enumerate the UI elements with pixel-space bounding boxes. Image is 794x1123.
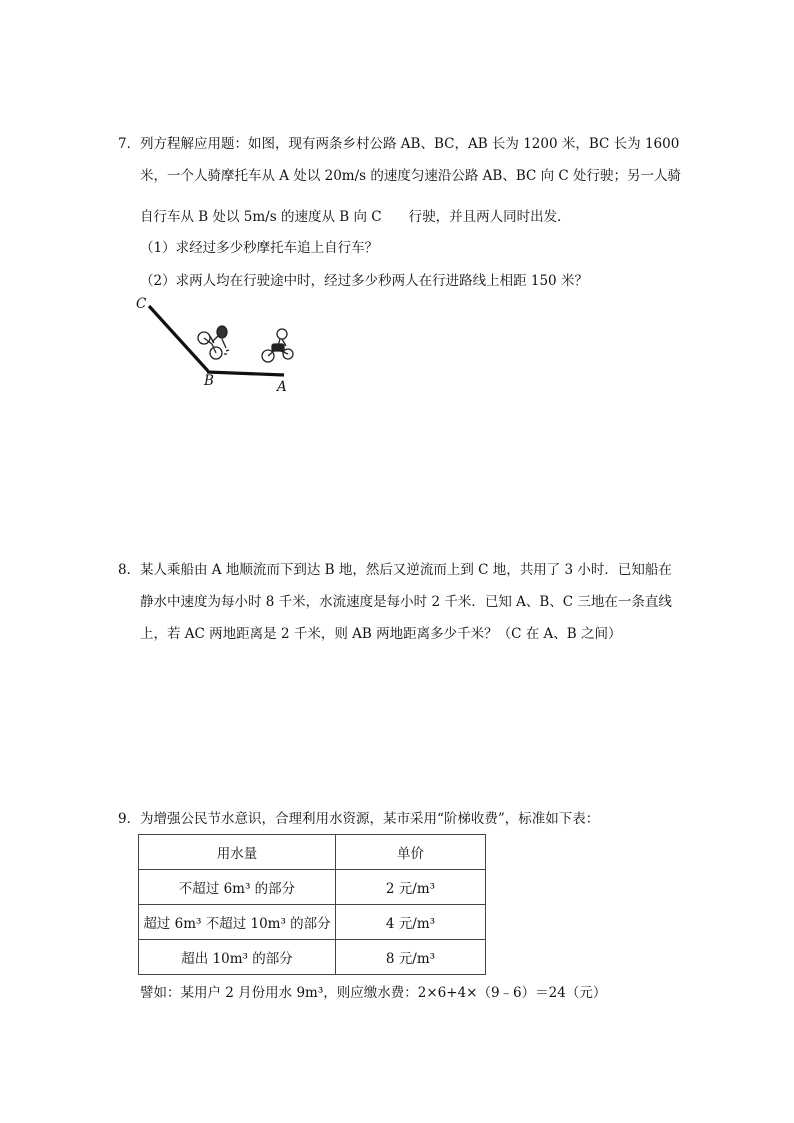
table-header-row [139, 835, 486, 870]
bicycle-rider-icon [198, 326, 229, 359]
point-label-c: C [136, 296, 147, 312]
table-cell-price: 4 元/m³ [336, 905, 486, 940]
table-header-usage: 用水量 [139, 835, 336, 870]
point-label-b: B [204, 373, 214, 389]
table-cell-usage: 超出 10m³ 的部分 [139, 940, 336, 975]
table-cell-price: 8 元/m³ [336, 940, 486, 975]
point-label-a: A [277, 379, 287, 395]
road-bc [149, 306, 208, 371]
road-ba [207, 372, 284, 375]
q8-line1: 某人乘船由 A 地顺流而下到达 B 地，然后又逆流而上到 C 地，共用了 3 小时．已知船在 [140, 562, 672, 578]
table-cell-usage: 超过 6m³ 不超过 10m³ 的部分 [139, 905, 336, 940]
q7-subquestion-2: （2）求两人均在行驶途中时，经过多少秒两人在行进路线上相距 150 米？ [140, 273, 588, 289]
q8-line2: 静水中速度为每小时 8 千米，水流速度是每小时 2 千米．已知 A、B、C 三地在一条直线 [140, 594, 672, 610]
q8-number: 8． [118, 562, 141, 578]
water-price-table [138, 834, 486, 975]
road-diagram [134, 296, 294, 396]
table-row [139, 940, 486, 975]
q9-line1: 为增强公民节水意识，合理利用水资源，某市采用“阶梯收费”，标准如下表： [140, 811, 600, 827]
q7-subquestion-1: （1）求经过多少秒摩托车追上自行车？ [140, 240, 379, 256]
q9-number: 9． [118, 811, 141, 827]
q7-number: 7． [118, 136, 141, 152]
table-cell-price: 2 元/m³ [336, 870, 486, 905]
q7-line1: 列方程解应用题：如图，现有两条乡村公路 AB、BC，AB 长为 1200 米，BC 长为 1600 [140, 136, 680, 152]
table-cell-usage: 不超过 6m³ 的部分 [139, 870, 336, 905]
q7-line3: 自行车从 B 处以 5m/s 的速度从 B 向 C 行驶，并且两人同时出发． [140, 209, 571, 225]
q7-line2: 米，一个人骑摩托车从 A 处以 20m/s 的速度匀速沿公路 AB、BC 向 C 处行驶；另一人骑 [140, 168, 682, 184]
q8-line3: 上，若 AC 两地距离是 2 千米，则 AB 两地距离多少千米？（C 在 A、B 之间） [140, 626, 622, 642]
table-row [139, 870, 486, 905]
table-header-price: 单价 [336, 835, 486, 870]
table-row [139, 905, 486, 940]
motorcycle-rider-icon [262, 329, 293, 362]
q7-road-figure [134, 296, 294, 396]
q9-example: 譬如：某用户 2 月份用水 9m³，则应缴水费：2×6+4×（9﹣6）＝24（元） [140, 985, 607, 1001]
